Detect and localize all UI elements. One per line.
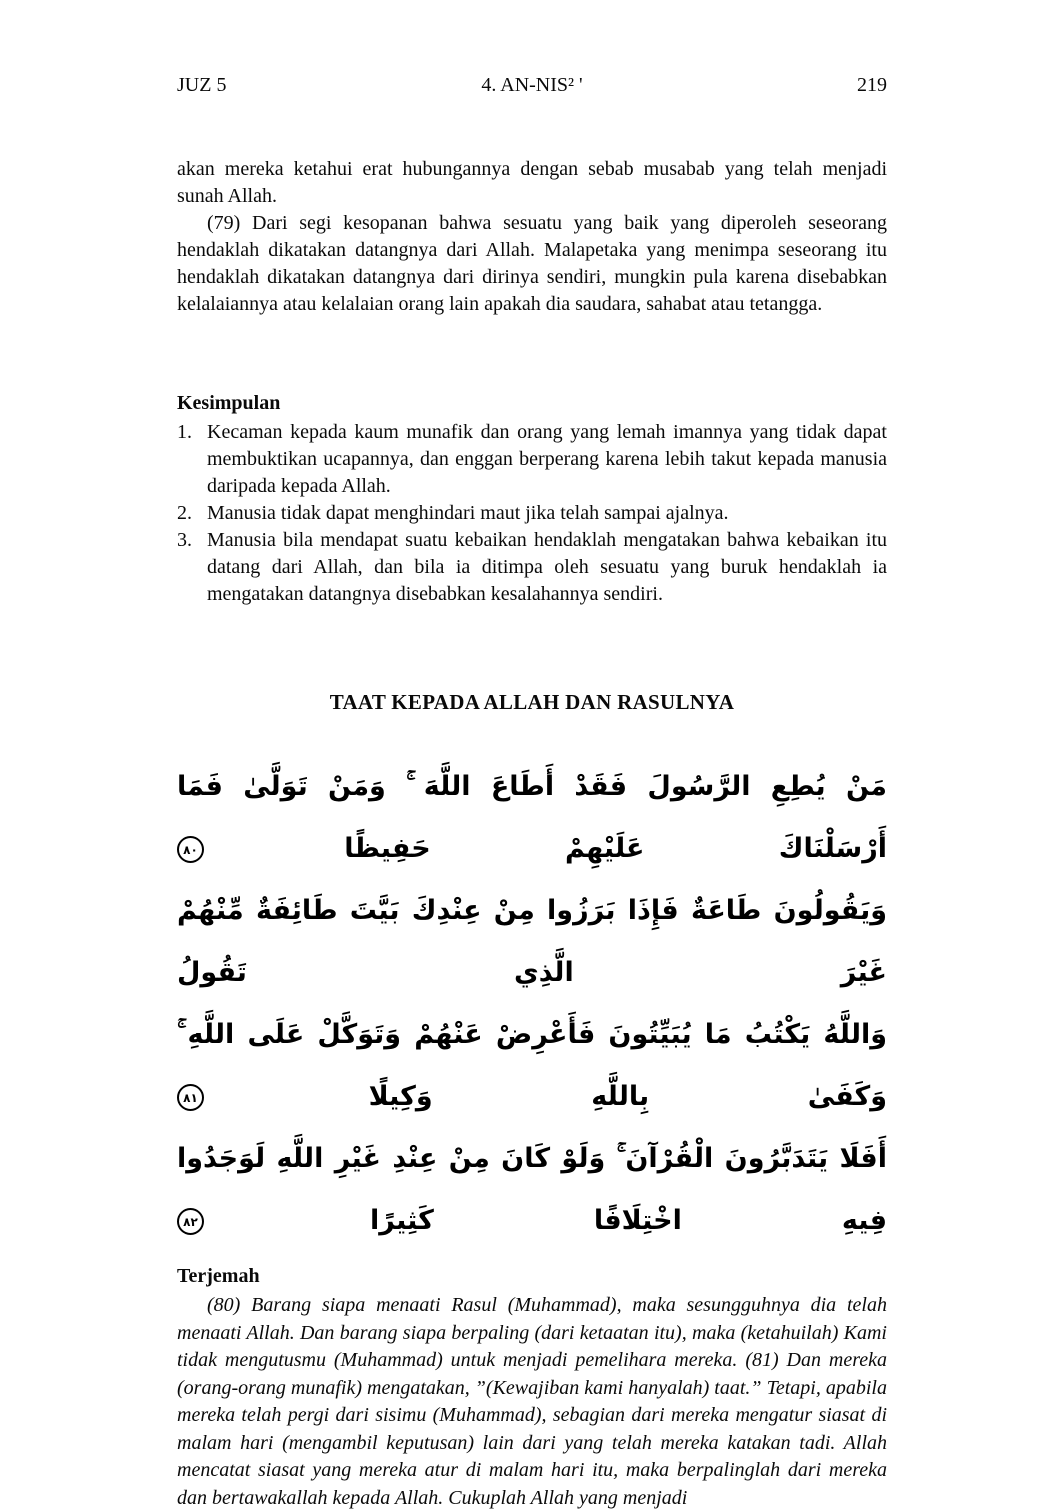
ayah-number-marker: ٨٠ <box>177 836 204 863</box>
item-number: 1. <box>177 421 192 443</box>
item-text: Manusia tidak dapat menghindari maut jika telah sampai ajalnya. <box>207 502 729 524</box>
quran-line <box>177 880 887 1004</box>
kesimpulan-list <box>177 419 887 608</box>
arabic-text: مَنْ يُطِعِ الرَّسُولَ فَقَدْ أَطَاعَ اللَّهَ ۚ وَمَنْ تَوَلَّىٰ فَمَا أَرْسَلْنَاكَ عَلَيْهِمْ حَفِيظًا <box>177 771 887 864</box>
juz-label: JUZ 5 <box>177 74 227 96</box>
quran-line <box>177 756 887 880</box>
item-text: Manusia bila mendapat suatu kebaikan hendaklah mengatakan bahwa kebaikan itu datang dari Allah, dan bila ia ditimpa oleh sesuatu yang buruk hendaklah ia mengatakan datangnya disebabkan kesalahannya sendiri. <box>207 529 887 605</box>
ayah-number-marker: ٨٢ <box>177 1208 204 1235</box>
quran-verses <box>177 756 887 1252</box>
item-number: 2. <box>177 502 192 524</box>
surah-title: 4. AN-NIS² ' <box>481 74 583 96</box>
arabic-text: أَفَلَا يَتَدَبَّرُونَ الْقُرْآنَ ۚ وَلَوْ كَانَ مِنْ عِنْدِ غَيْرِ اللَّهِ لَوَجَدُوا فِيهِ اخْتِلَافًا كَثِيرًا <box>177 1143 887 1236</box>
page-number: 219 <box>857 74 887 96</box>
item-number: 3. <box>177 529 192 551</box>
kesimpulan-section <box>177 390 887 608</box>
arabic-text: وَيَقُولُونَ طَاعَةٌ فَإِذَا بَرَزُوا مِنْ عِنْدِكَ بَيَّتَ طَائِفَةٌ مِّنْهُمْ غَيْرَ الَّذِي تَقُولُ <box>177 895 887 988</box>
terjemah-section <box>177 1262 887 1512</box>
quran-line <box>177 1128 887 1252</box>
kesimpulan-item <box>177 419 887 500</box>
paragraph: akan mereka ketahui erat hubungannya dengan sebab musabab yang telah menjadi sunah Allah. <box>177 158 887 207</box>
page-header <box>177 72 887 98</box>
body-paragraphs <box>177 156 887 318</box>
kesimpulan-item <box>177 527 887 608</box>
quran-line <box>177 1004 887 1128</box>
section-heading: TAAT KEPADA ALLAH DAN RASULNYA <box>329 690 735 714</box>
page-content <box>177 0 887 1512</box>
ayah-number-marker: ٨١ <box>177 1084 204 1111</box>
item-text: Kecaman kepada kaum munafik dan orang yang lemah imannya yang tidak dapat membuktikan ucapannya, dan enggan berperang karena lebih takut kepada manusia daripada kepada Allah. <box>207 421 887 497</box>
kesimpulan-item <box>177 500 887 527</box>
terjemah-heading: Terjemah <box>177 1265 260 1287</box>
paragraph: (79) Dari segi kesopanan bahwa sesuatu yang baik yang diperoleh seseorang hendaklah dikatakan datangnya dari Allah. Malapetaka yang menimpa seseorang itu hendaklah dikatakan datangnya dari dirinya sendiri, mungkin pula karena disebabkan kelalaiannya atau kelalaian orang lain apakah dia saudara, sahabat atau tetangga. <box>177 212 887 315</box>
arabic-text: وَاللَّهُ يَكْتُبُ مَا يُبَيِّتُونَ فَأَعْرِضْ عَنْهُمْ وَتَوَكَّلْ عَلَى اللَّهِ ۚ وَكَفَىٰ بِاللَّهِ وَكِيلًا <box>177 1019 887 1112</box>
kesimpulan-heading: Kesimpulan <box>177 392 281 414</box>
terjemah-text: (80) Barang siapa menaati Rasul (Muhammad), maka sesungguhnya dia telah menaati Allah. Dan barang siapa berpaling (dari ketaatan itu), maka (ketahuilah) Kami tidak mengutusmu (Muhammad) untuk menjadi pemelihara mereka. (81) Dan mereka (orang-orang munafik) mengatakan, ”(Kewajiban kami hanyalah) taat.” Tetapi, apabila mereka telah pergi dari sisimu (Muhammad), sebagian dari mereka mengatur siasat di malam hari (mengambil keputusan) lain dari yang telah mereka katakan tadi. Allah mencatat siasat yang mereka atur di malam hari itu, maka berpalinglah dari mereka dan bertawakallah kepada Allah. Cukuplah Allah yang menjadi <box>177 1294 887 1509</box>
